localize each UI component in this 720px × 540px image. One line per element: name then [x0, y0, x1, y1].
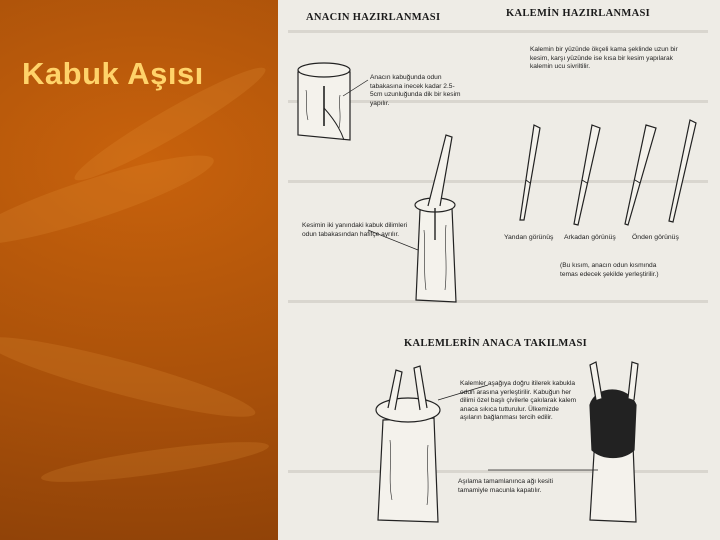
view-side-label: Yandan görünüş: [504, 234, 554, 241]
bark-caption: Kesimin iki yanındaki kabuk dilimleri odun tabakasından hafifçe ayrılır.: [302, 222, 408, 238]
rootstock-caption: Anacın kabuğunda odun tabakasına inecek kadar 2.5-5cm uzunluğunda dik bir kesim yapılır.: [370, 74, 461, 107]
rootstock-heading: ANACIN HAZIRLANMASI: [306, 12, 441, 23]
insert-caption: Kalemler aşağıya doğru itilerek kabukla odun arasına yerleştirilir. Kabuğun her dilimi özel başlı çivilerle çakılarak kalem anaca sıkıca tutturulur. Ülkemizde aşıların bağlanması tercih edilir.: [460, 380, 577, 422]
slide-title: Kabuk Aşısı: [22, 56, 204, 91]
view-back-label: Arkadan görünüş: [564, 234, 616, 241]
finish-caption: Aşılama tamamlanınca ağı kesiti tamamiyle macunla kapatılır.: [458, 478, 553, 494]
scion-caption: Kalemin bir yüzünde ökçeli kama şeklinde uzun bir kesim, karşı yüzünde ise kısa bir kesim yapılarak kalemin ucu sivriltilir.: [530, 46, 678, 71]
background-streak: [39, 434, 270, 490]
view-front-label: Önden görünüş: [632, 234, 679, 241]
insert-heading: KALEMLERİN ANACA TAKILMASI: [404, 338, 588, 349]
background-streak: [0, 324, 260, 429]
scion-heading: KALEMİN HAZIRLANMASI: [506, 8, 650, 19]
scanned-figure: [278, 0, 720, 540]
contact-caption: (Bu kısım, anacın odun kısmında temas edecek şekilde yerleştirilir.): [560, 262, 659, 278]
